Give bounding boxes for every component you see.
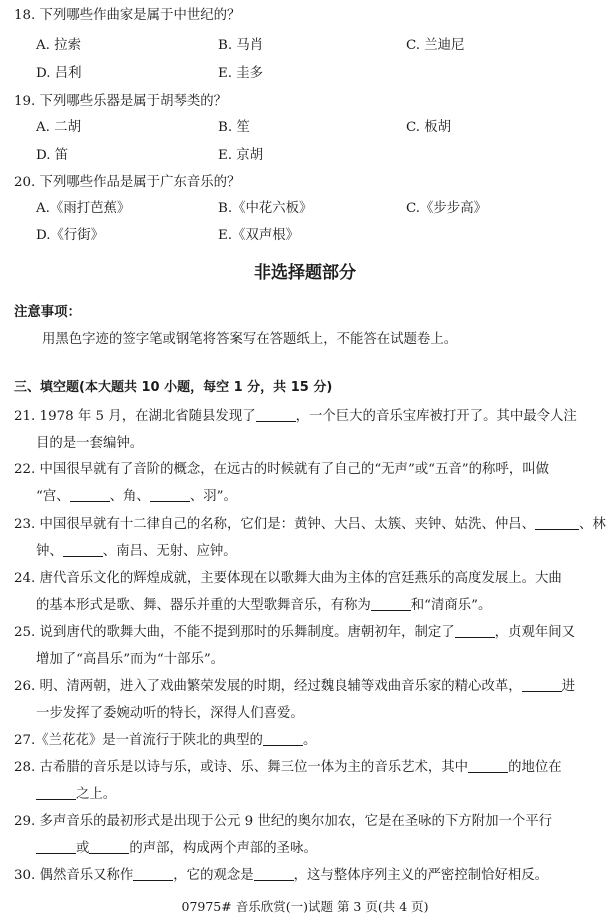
page-footer: 07975# 音乐欣赏(一)试题 第 3 页(共 4 页) xyxy=(181,899,429,914)
q26-text-a: 26. 明、清两朝，进入了戏曲繁荣发展的时期，经过魏良辅等戏曲音乐家的精心改革， xyxy=(14,679,522,694)
q30-text-a: 30. 偶然音乐又称作 xyxy=(14,868,134,883)
answer-blank[interactable] xyxy=(70,487,110,502)
q19-option-a: A. 二胡 xyxy=(36,120,81,135)
q21-text-c: 目的是一套编钟。 xyxy=(36,436,144,451)
q19-option-b: B. 笙 xyxy=(218,120,250,135)
q21-text-a: 21. 1978 年 5 月，在湖北省随县发现了 xyxy=(14,409,256,424)
q19-option-e: E. 京胡 xyxy=(218,148,264,163)
q25-text-c: 增加了“高昌乐”而为“十部乐”。 xyxy=(36,652,225,667)
question-19-stem: 19. 下列哪些乐器是属于胡琴类的？ xyxy=(14,94,228,109)
question-25-line-1 xyxy=(14,623,598,643)
question-23-line-2 xyxy=(36,542,598,562)
q18-option-a: A. 拉索 xyxy=(36,38,81,53)
answer-blank[interactable] xyxy=(36,839,76,854)
q23-text-b: 、林 xyxy=(579,517,606,532)
question-23-line-1 xyxy=(14,515,606,535)
answer-blank[interactable] xyxy=(89,839,129,854)
q25-text-a: 25. 说到唐代的歌舞大曲，不能不提到那时的乐舞制度。唐朝初年，制定了 xyxy=(14,625,455,640)
q22-text-c: 、角、 xyxy=(109,489,150,504)
q22-text-d: 、羽”。 xyxy=(189,489,237,504)
q22-text-a: 22. 中国很早就有了音阶的概念，在远古的时候就有了自己的“无声”或“五音”的称呼，叫做 xyxy=(14,462,549,477)
q29-text-b: 或 xyxy=(76,841,90,856)
q20-option-e: E.《双声根》 xyxy=(218,228,299,243)
q22-text-b: “宫、 xyxy=(36,489,70,504)
q20-option-b: B.《中花六板》 xyxy=(218,201,313,216)
answer-blank[interactable] xyxy=(36,785,76,800)
q28-text-b: 的地位在 xyxy=(508,760,562,775)
q30-text-b: ，它的观念是 xyxy=(173,868,254,883)
section-title: 非选择题部分 xyxy=(254,263,356,283)
q23-text-c: 钟、 xyxy=(36,544,63,559)
q18-option-c: C. 兰迪尼 xyxy=(406,38,465,53)
question-29-line-2 xyxy=(36,839,598,859)
question-27-line-1 xyxy=(14,731,598,751)
q23-text-d: 、南吕、无射、应钟。 xyxy=(102,544,237,559)
q21-text-b: ，一个巨大的音乐宝库被打开了。其中最令人注 xyxy=(295,409,577,424)
q27-text-a: 27.《兰花花》是一首流行于陕北的典型的 xyxy=(14,733,263,748)
question-24-line-2 xyxy=(36,596,598,616)
q29-text-c: 的声部，构成两个声部的圣咏。 xyxy=(129,841,317,856)
q29-text-a: 29. 多声音乐的最初形式是出现于公元 9 世纪的奥尔加农，它是在圣咏的下方附加一个平行 xyxy=(14,814,553,829)
answer-blank[interactable] xyxy=(254,866,294,881)
question-26-line-1 xyxy=(14,677,598,697)
answer-blank[interactable] xyxy=(535,515,579,530)
part3-heading: 三、填空题(本大题共 10 小题，每空 1 分，共 15 分) xyxy=(14,380,333,395)
q26-text-b: 进 xyxy=(561,679,576,694)
q18-option-d: D. 吕利 xyxy=(36,66,82,81)
q20-option-d: D.《行街》 xyxy=(36,228,105,243)
question-18-stem: 18. 下列哪些作曲家是属于中世纪的？ xyxy=(14,8,241,23)
question-22-line-2 xyxy=(36,487,598,507)
question-21-line-1 xyxy=(14,407,598,427)
q24-text-a: 24. 唐代音乐文化的辉煌成就，主要体现在以歌舞大曲为主体的宫廷燕乐的高度发展上。大曲 xyxy=(14,571,562,586)
q19-option-c: C. 板胡 xyxy=(406,120,452,135)
notice-label: 注意事项： xyxy=(14,305,81,320)
question-28-line-1 xyxy=(14,758,598,778)
question-30-line-1 xyxy=(14,866,598,886)
q18-option-e: E. 圭多 xyxy=(218,66,264,81)
q25-text-b: ，贞观年间又 xyxy=(494,625,576,640)
answer-blank[interactable] xyxy=(455,623,495,638)
question-28-line-2 xyxy=(36,785,598,805)
answer-blank[interactable] xyxy=(63,542,103,557)
q27-text-b: 。 xyxy=(302,733,317,748)
q30-text-c: ，这与整体序列主义的严密控制恰好相反。 xyxy=(293,868,549,883)
answer-blank[interactable] xyxy=(150,487,190,502)
answer-blank[interactable] xyxy=(133,866,173,881)
q28-text-a: 28. 古希腊的音乐是以诗与乐，或诗、乐、舞三位一体为主的音乐艺术，其中 xyxy=(14,760,469,775)
q19-option-d: D. 笛 xyxy=(36,148,69,163)
answer-blank[interactable] xyxy=(522,677,562,692)
q24-text-c: 和“清商乐”。 xyxy=(410,598,492,613)
q18-option-b: B. 马肖 xyxy=(218,38,264,53)
answer-blank[interactable] xyxy=(256,407,296,422)
q26-text-c: 一步发挥了委婉动听的特长，深得人们喜爱。 xyxy=(36,706,304,721)
q20-option-c: C.《步步高》 xyxy=(406,201,487,216)
q28-text-c: 之上。 xyxy=(76,787,117,802)
answer-blank[interactable] xyxy=(263,731,303,746)
question-20-stem: 20. 下列哪些作品是属于广东音乐的？ xyxy=(14,175,241,190)
q20-option-a: A.《雨打芭蕉》 xyxy=(36,201,131,216)
q24-text-b: 的基本形式是歌、舞、器乐并重的大型歌舞音乐，有称为 xyxy=(36,598,371,613)
q23-text-a: 23. 中国很早就有十二律自己的名称，它们是：黄钟、大吕、太簇、夹钟、姑洗、仲吕、 xyxy=(14,517,536,532)
answer-blank[interactable] xyxy=(468,758,508,773)
answer-blank[interactable] xyxy=(371,596,411,611)
notice-text: 用黑色字迹的签字笔或钢笔将答案写在答题纸上，不能答在试题卷上。 xyxy=(42,332,458,347)
